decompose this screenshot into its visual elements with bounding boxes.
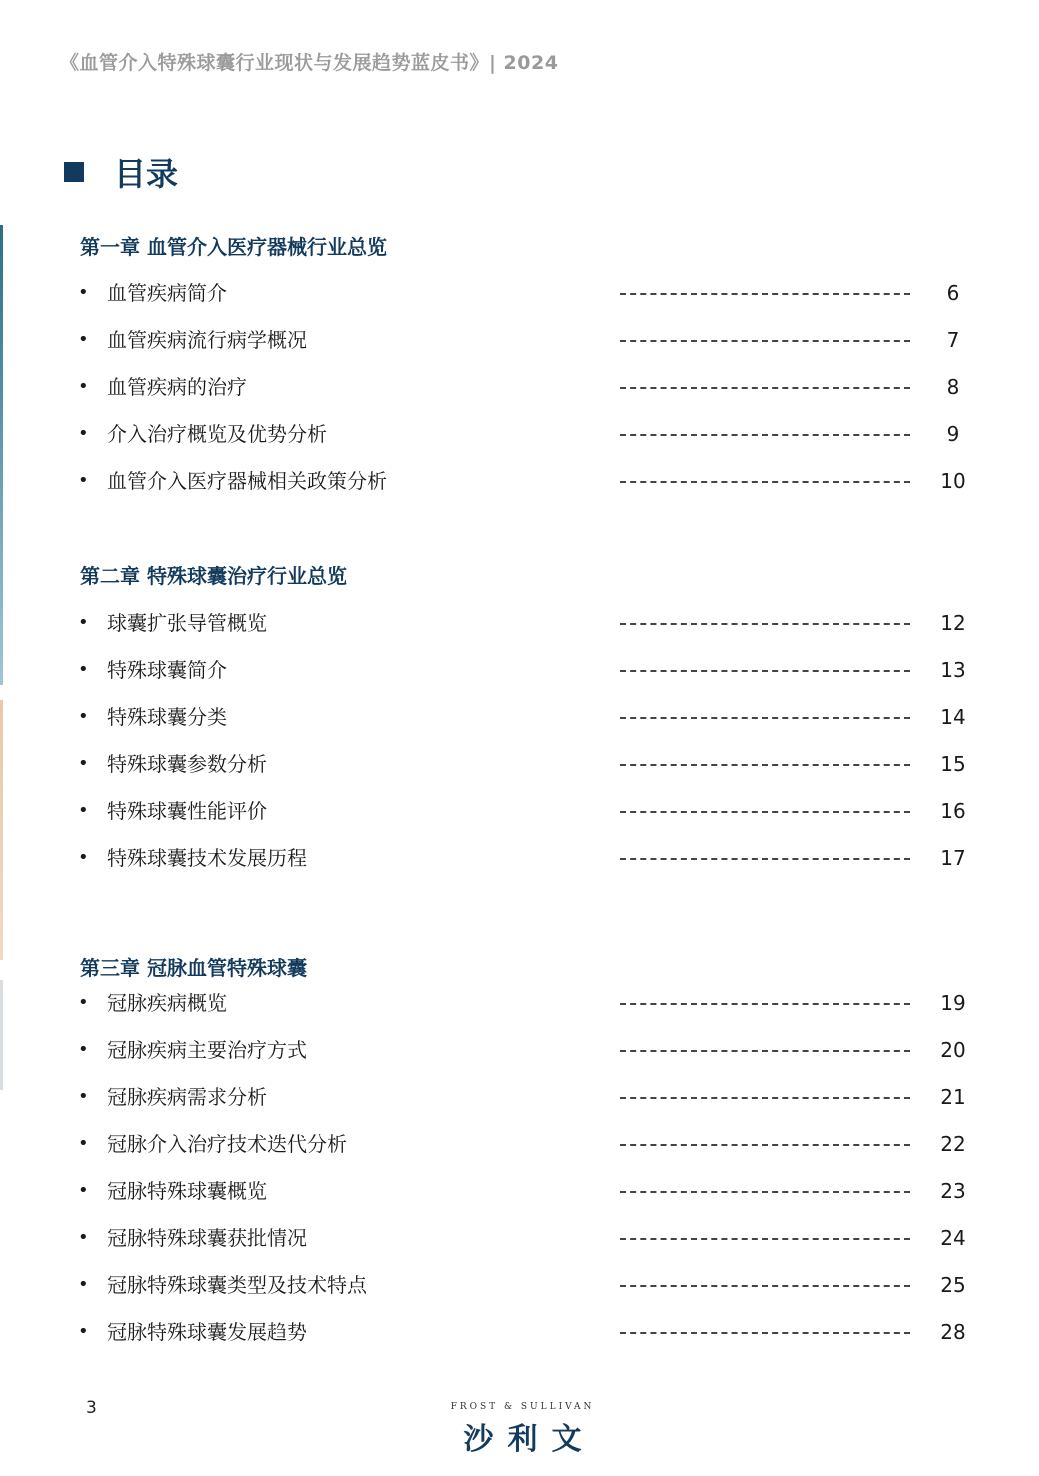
- toc-entry[interactable]: [0, 655, 1039, 685]
- report-header-title: 《血管介入特殊球囊行业现状与发展趋势蓝皮书》| 2024: [60, 52, 559, 74]
- chapter-title: 第一章 血管介入医疗器械行业总览: [80, 235, 387, 259]
- dotted-leader: [620, 1050, 910, 1052]
- toc-entry-label: 特殊球囊分类: [107, 705, 227, 729]
- toc-entry[interactable]: [0, 372, 1039, 402]
- bullet-icon: •: [78, 706, 89, 727]
- toc-entry-label: 冠脉疾病主要治疗方式: [107, 1038, 307, 1062]
- bullet-icon: •: [78, 1086, 89, 1107]
- toc-entry[interactable]: [0, 796, 1039, 826]
- dotted-leader: [620, 717, 910, 719]
- toc-entry-page: 6: [946, 281, 960, 305]
- toc-entry[interactable]: [0, 278, 1039, 308]
- heading-square-icon: [64, 162, 84, 182]
- toc-entry-page: 22: [940, 1132, 966, 1156]
- toc-entry[interactable]: [0, 1129, 1039, 1159]
- dotted-leader: [620, 340, 910, 342]
- toc-entry-label: 冠脉特殊球囊获批情况: [107, 1226, 307, 1250]
- logo-chinese-text: 沙利文: [463, 1422, 596, 1457]
- toc-entry-page: 7: [946, 328, 960, 352]
- toc-entry-page: 28: [940, 1320, 966, 1344]
- chapter-title: 第三章 冠脉血管特殊球囊: [80, 956, 307, 980]
- toc-entry[interactable]: [0, 419, 1039, 449]
- toc-entry-page: 16: [940, 799, 966, 823]
- dotted-leader: [620, 670, 910, 672]
- toc-entry-page: 10: [940, 469, 966, 493]
- toc-entry-label: 球囊扩张导管概览: [107, 611, 267, 635]
- toc-entry-label: 冠脉特殊球囊类型及技术特点: [107, 1273, 367, 1297]
- toc-entry[interactable]: [0, 1082, 1039, 1112]
- bullet-icon: •: [78, 376, 89, 397]
- bullet-icon: •: [78, 1321, 89, 1342]
- toc-entry[interactable]: [0, 608, 1039, 638]
- toc-entry-label: 冠脉特殊球囊发展趋势: [107, 1320, 307, 1344]
- bullet-icon: •: [78, 1180, 89, 1201]
- dotted-leader: [620, 1285, 910, 1287]
- toc-entry[interactable]: [0, 702, 1039, 732]
- bullet-icon: •: [78, 612, 89, 633]
- bullet-icon: •: [78, 847, 89, 868]
- bullet-icon: •: [78, 659, 89, 680]
- toc-entry-page: 17: [940, 846, 966, 870]
- dotted-leader: [620, 293, 910, 295]
- bullet-icon: •: [78, 470, 89, 491]
- bullet-icon: •: [78, 1039, 89, 1060]
- toc-entry-label: 介入治疗概览及优势分析: [107, 422, 327, 446]
- toc-entry-page: 19: [940, 991, 966, 1015]
- toc-entry-label: 血管疾病简介: [107, 281, 227, 305]
- bullet-icon: •: [78, 753, 89, 774]
- dotted-leader: [620, 387, 910, 389]
- toc-entry-label: 特殊球囊简介: [107, 658, 227, 682]
- toc-entry[interactable]: [0, 466, 1039, 496]
- toc-entry[interactable]: [0, 749, 1039, 779]
- dotted-leader: [620, 858, 910, 860]
- toc-entry[interactable]: [0, 325, 1039, 355]
- bullet-icon: •: [78, 282, 89, 303]
- edge-strip-decoration: [0, 700, 3, 960]
- toc-entry-page: 15: [940, 752, 966, 776]
- toc-entry-label: 血管介入医疗器械相关政策分析: [107, 469, 387, 493]
- toc-entry-page: 20: [940, 1038, 966, 1062]
- dotted-leader: [620, 481, 910, 483]
- dotted-leader: [620, 1144, 910, 1146]
- toc-entry[interactable]: [0, 843, 1039, 873]
- dotted-leader: [620, 623, 910, 625]
- toc-entry-label: 特殊球囊参数分析: [107, 752, 267, 776]
- frost-sullivan-logo: [440, 1402, 605, 1458]
- toc-entry-page: 12: [940, 611, 966, 635]
- toc-entry-label: 冠脉疾病概览: [107, 991, 227, 1015]
- bullet-icon: •: [78, 1227, 89, 1248]
- bullet-icon: •: [78, 423, 89, 444]
- toc-entry-page: 14: [940, 705, 966, 729]
- toc-entry-label: 特殊球囊性能评价: [107, 799, 267, 823]
- bullet-icon: •: [78, 329, 89, 350]
- toc-entry-label: 冠脉介入治疗技术迭代分析: [107, 1132, 347, 1156]
- toc-heading: [64, 150, 178, 194]
- toc-entry[interactable]: [0, 988, 1039, 1018]
- dotted-leader: [620, 811, 910, 813]
- toc-entry-page: 21: [940, 1085, 966, 1109]
- dotted-leader: [620, 1191, 910, 1193]
- toc-entry-page: 8: [946, 375, 960, 399]
- toc-entry-page: 13: [940, 658, 966, 682]
- toc-entry-label: 冠脉特殊球囊概览: [107, 1179, 267, 1203]
- toc-entry[interactable]: [0, 1176, 1039, 1206]
- toc-entry-page: 9: [946, 422, 960, 446]
- toc-entry-page: 24: [940, 1226, 966, 1250]
- bullet-icon: •: [78, 800, 89, 821]
- dotted-leader: [620, 1097, 910, 1099]
- dotted-leader: [620, 1238, 910, 1240]
- toc-entry-label: 特殊球囊技术发展历程: [107, 846, 307, 870]
- toc-entry[interactable]: [0, 1223, 1039, 1253]
- toc-heading-text: 目录: [114, 155, 179, 193]
- toc-entry[interactable]: [0, 1035, 1039, 1065]
- toc-entry-page: 25: [940, 1273, 966, 1297]
- bullet-icon: •: [78, 992, 89, 1013]
- toc-entry-page: 23: [940, 1179, 966, 1203]
- toc-entry-label: 血管疾病流行病学概况: [107, 328, 307, 352]
- bullet-icon: •: [78, 1133, 89, 1154]
- page-number: 3: [86, 1398, 97, 1418]
- logo-english-text: FROST & SULLIVAN: [450, 1402, 595, 1412]
- bullet-icon: •: [78, 1274, 89, 1295]
- toc-entry[interactable]: [0, 1317, 1039, 1347]
- chapter-title: 第二章 特殊球囊治疗行业总览: [80, 564, 347, 588]
- dotted-leader: [620, 1003, 910, 1005]
- dotted-leader: [620, 434, 910, 436]
- toc-entry-label: 冠脉疾病需求分析: [107, 1085, 267, 1109]
- dotted-leader: [620, 1332, 910, 1334]
- toc-entry-label: 血管疾病的治疗: [107, 375, 247, 399]
- dotted-leader: [620, 764, 910, 766]
- toc-entry[interactable]: [0, 1270, 1039, 1300]
